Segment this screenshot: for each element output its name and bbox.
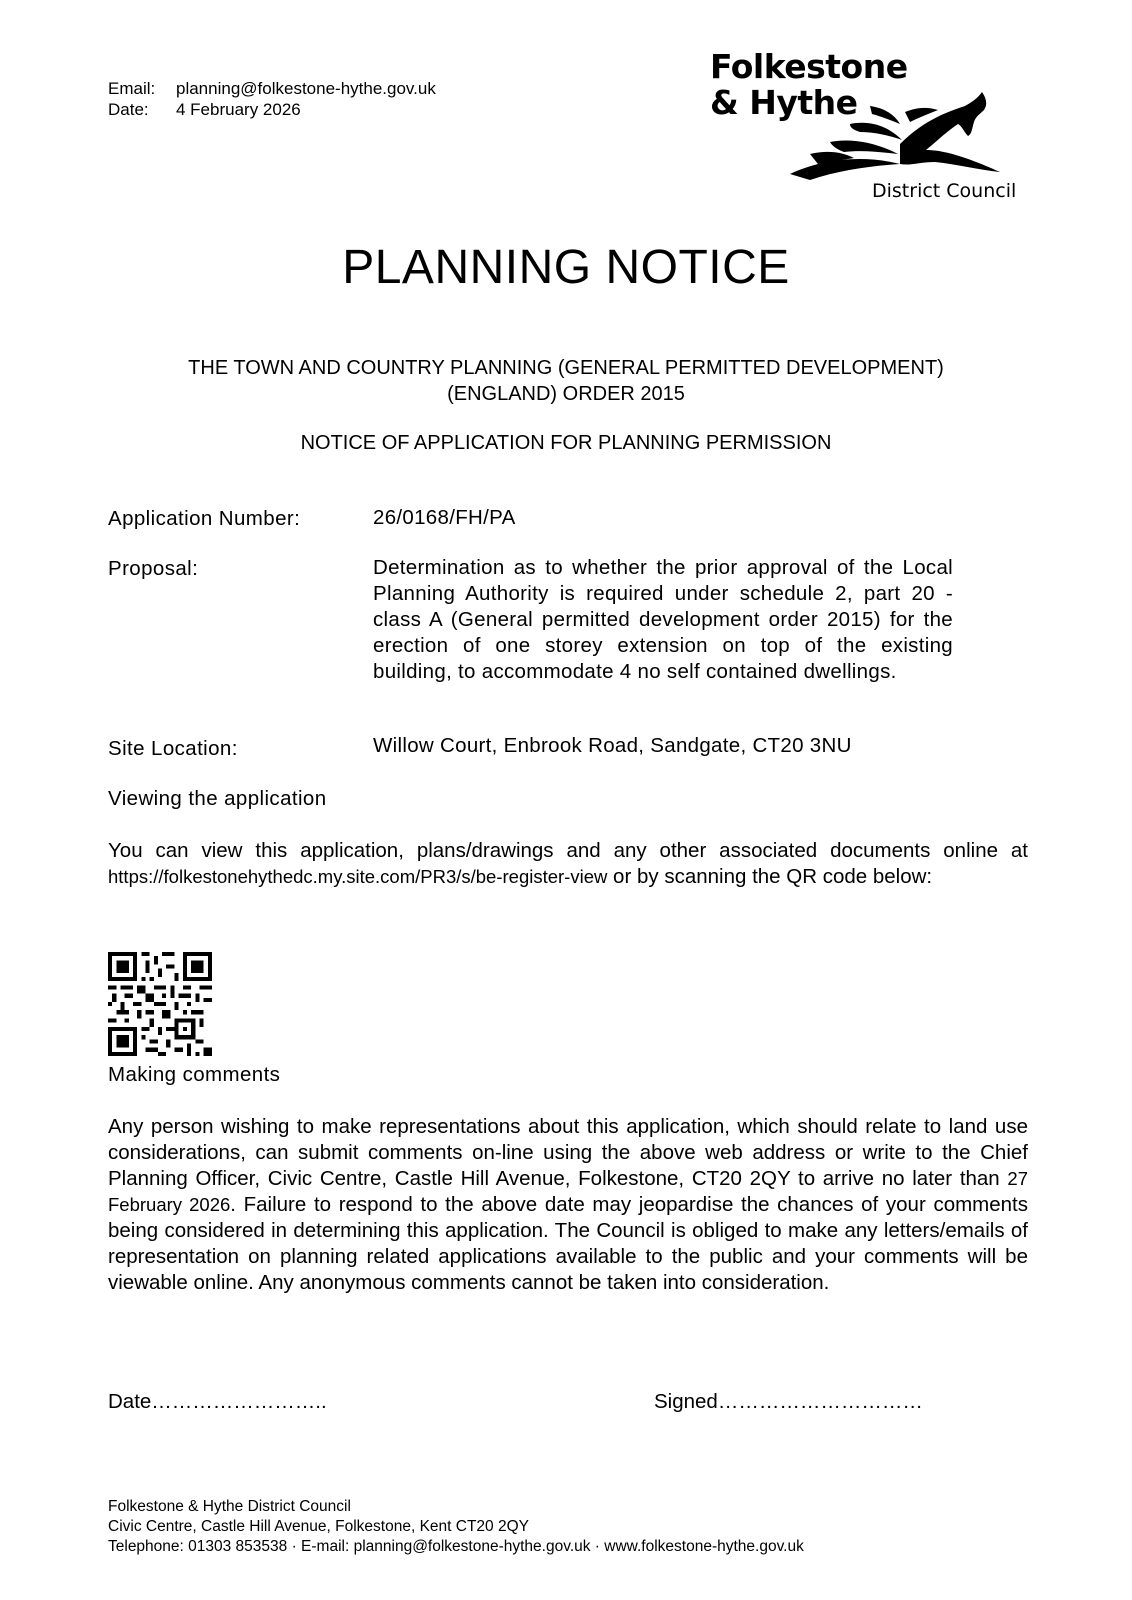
comments-text-after: . Failure to respond to the above date may jeopardise the chances of your comments being considered in determining this application. The Council is obliged to make any letters/emails of representation on planning related applications available to the public and your comments will be viewable online. Any anonymous comments cannot be taken into consideration. xyxy=(108,1193,1028,1294)
site-location-value: Willow Court, Enbrook Road, Sandgate, CT20 3NU xyxy=(373,734,852,757)
footer-address: Civic Centre, Castle Hill Avenue, Folkestone, Kent CT20 2QY xyxy=(108,1518,529,1535)
viewing-heading: Viewing the application xyxy=(108,787,327,810)
logo-line-3: District Council xyxy=(872,180,1017,202)
logo-line-1: Folkestone xyxy=(710,47,908,86)
footer-contact: Telephone: 01303 853538 · E-mail: planning@folkestone-hythe.gov.uk · www.folkestone-hythe.gov.uk xyxy=(108,1538,804,1555)
site-location-label: Site Location: xyxy=(108,737,238,760)
notice-heading: NOTICE OF APPLICATION FOR PLANNING PERMISSION xyxy=(300,432,832,454)
comments-deadline: 27 February 2026 xyxy=(108,1168,1028,1215)
contact-block xyxy=(108,78,436,120)
application-number-label: Application Number: xyxy=(108,507,301,530)
comments-text-before: Any person wishing to make representations about this application, which should relate to land use considerations, can submit comments on-line using the above web address or write to the Chief Planning Officer, Civic Centre, Castle Hill Avenue, Folkestone, CT20 2QY to arrive no later than xyxy=(108,1115,1028,1190)
comments-heading: Making comments xyxy=(108,1063,281,1086)
viewing-paragraph xyxy=(108,838,1028,890)
date-row xyxy=(108,99,436,120)
register-link[interactable]: https://folkestonehythedc.my.site.com/PR3/s/be-register-view xyxy=(108,866,608,887)
proposal-label: Proposal: xyxy=(108,557,199,580)
email-value[interactable]: planning@folkestone-hythe.gov.uk xyxy=(176,79,436,98)
council-logo xyxy=(710,47,1017,210)
footer xyxy=(108,1497,804,1557)
proposal-value: Determination as to whether the prior approval of the Local Planning Authority is required under schedule 2, part 20 - class A (General permitted development order 2015) for the erection of one storey extension on top of the existing building, to accommodate 4 no self contained dwellings. xyxy=(373,556,953,683)
qr-code-icon[interactable] xyxy=(108,952,212,1056)
viewing-text-after: or by scanning the QR code below: xyxy=(607,865,933,888)
signed-field: Signed………………………… xyxy=(654,1390,923,1413)
email-label: Email: xyxy=(108,79,156,98)
page-title: PLANNING NOTICE xyxy=(342,241,790,294)
order-heading xyxy=(60,355,1072,407)
date-value: 4 February 2026 xyxy=(176,100,301,119)
date-label: Date: xyxy=(108,100,149,119)
footer-org: Folkestone & Hythe District Council xyxy=(108,1498,351,1515)
email-row xyxy=(108,78,436,99)
horse-icon xyxy=(750,84,1010,184)
order-line-1: THE TOWN AND COUNTRY PLANNING (GENERAL PERMITTED DEVELOPMENT) xyxy=(188,357,944,379)
logo-line-2: & Hythe xyxy=(710,83,858,122)
viewing-text-before: You can view this application, plans/drawings and any other associated documents online at xyxy=(108,839,1028,862)
application-number-value: 26/0168/FH/PA xyxy=(373,506,516,529)
date-field: Date…………………….. xyxy=(108,1390,327,1413)
order-line-2: (ENGLAND) ORDER 2015 xyxy=(447,383,685,405)
comments-paragraph xyxy=(108,1114,1028,1296)
